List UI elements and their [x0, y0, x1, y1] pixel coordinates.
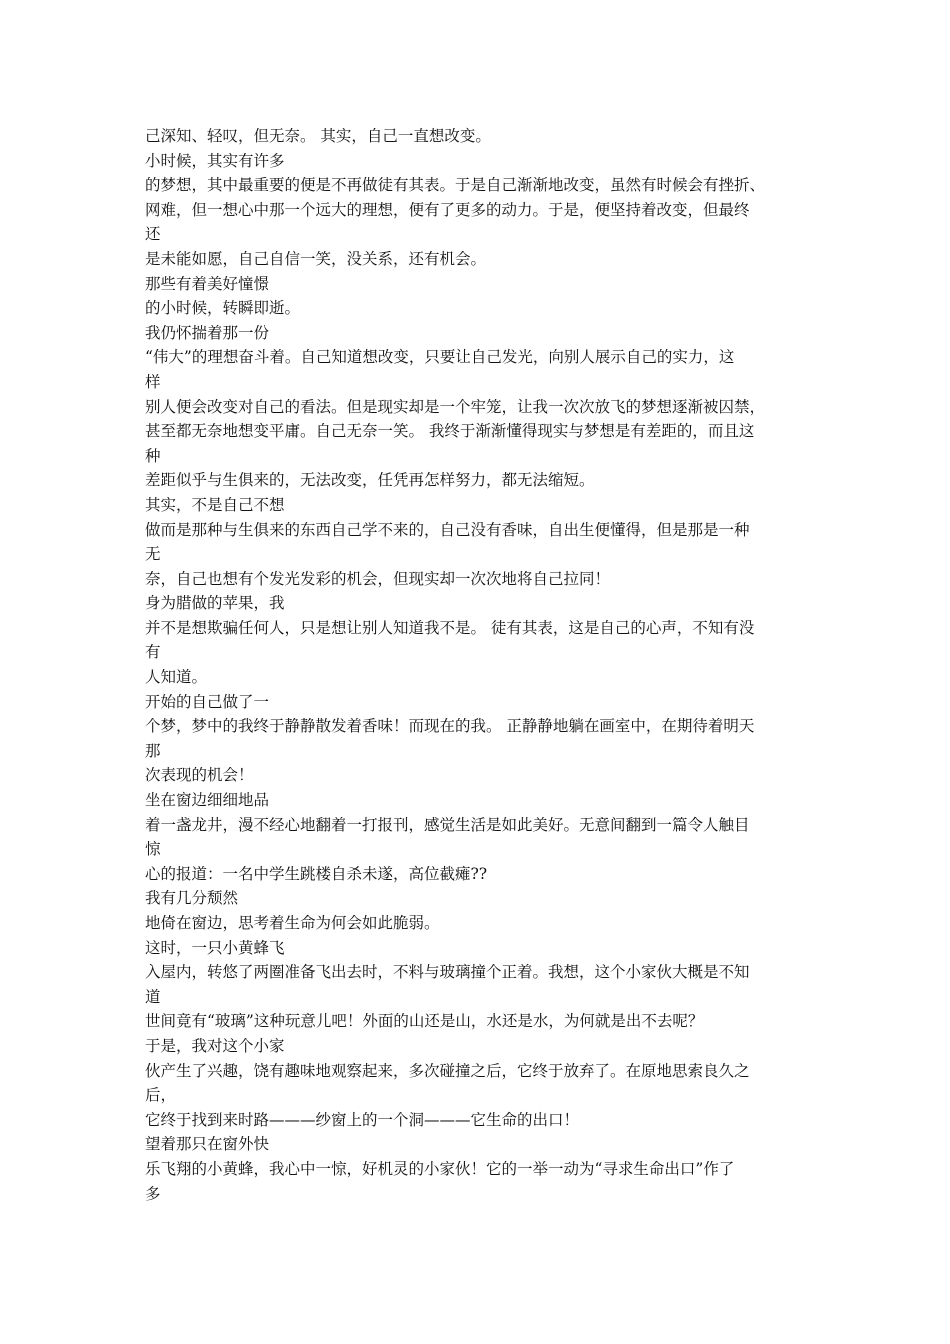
text-line: 望着那只在窗外快 — [145, 1135, 270, 1154]
text-line: 个梦，梦中的我终于静静散发着香味！而现在的我。 正静静地躺在画室中，在期待着明天 — [145, 717, 755, 736]
text-line: 种 — [145, 446, 161, 465]
text-line: 别人便会改变对自己的看法。但是现实却是一个牢笼，让我一次次放飞的梦想逐渐被囚禁， — [145, 397, 766, 416]
text-line: 心的报道：一名中学生跳楼自杀未遂，高位截瘫?? — [145, 864, 488, 883]
text-line: 惊 — [145, 840, 161, 859]
text-line: 的小时候，转瞬即逝。 — [145, 299, 301, 318]
text-line: 道 — [145, 987, 161, 1006]
text-line: 其实，不是自己不想 — [145, 495, 285, 514]
text-line: 开始的自己做了一 — [145, 692, 270, 711]
text-line: 并不是想欺骗任何人，只是想让别人知道我不是。 徒有其表，这是自己的心声，不知有没 — [145, 618, 755, 637]
text-line: 于是，我对这个小家 — [145, 1036, 285, 1055]
text-line: 甚至都无奈地想变平庸。自己无奈一笑。 我终于渐渐懂得现实与梦想是有差距的，而且这 — [145, 422, 755, 441]
text-line: 差距似乎与生俱来的，无法改变，任凭再怎样努力，都无法缩短。 — [145, 471, 595, 490]
text-line: 奈，自己也想有个发光发彩的机会，但现实却一次次地将自己拉同！ — [145, 569, 611, 588]
text-line: 着一盏龙井，漫不经心地翻着一打报刊，感觉生活是如此美好。无意间翻到一篇令人触目 — [145, 815, 750, 834]
text-line: 的梦想，其中最重要的便是不再做徒有其表。于是自己渐渐地改变，虽然有时候会有挫折、 — [145, 176, 766, 195]
text-line: 这时，一只小黄蜂飞 — [145, 938, 285, 957]
text-line: 那 — [145, 741, 161, 760]
text-line: 小时候，其实有许多 — [145, 151, 285, 170]
text-line: 有 — [145, 643, 161, 662]
text-line: 坐在窗边细细地品 — [145, 791, 270, 810]
text-line: 后， — [145, 1086, 177, 1105]
text-line: 人知道。 — [145, 668, 208, 687]
text-line: 乐飞翔的小黄蜂，我心中一惊，好机灵的小家伙！它的一举一动为“寻求生命出口”作了 — [145, 1159, 735, 1178]
text-line: 己深知、轻叹，但无奈。 其实，自己一直想改变。 — [145, 127, 491, 145]
text-line: 地倚在窗边，思考着生命为何会如此脆弱。 — [145, 914, 440, 932]
text-line: 伙产生了兴趣，饶有趣味地观察起来，多次碰撞之后，它终于放弃了。在原地思索良久之 — [145, 1061, 750, 1080]
text-line: 样 — [145, 372, 161, 391]
text-line: 是未能如愿，自己自信一笑，没关系，还有机会。 — [145, 249, 487, 268]
text-line: 还 — [145, 225, 161, 244]
text-line: 网难，但一想心中那一个远大的理想，便有了更多的动力。于是，便坚持着改变，但最终 — [145, 200, 750, 219]
text-line: 身为腊做的苹果，我 — [145, 594, 285, 613]
text-line: 我有几分颓然 — [145, 889, 239, 908]
document-body — [145, 124, 815, 1206]
text-line: 世间竟有“玻璃”这种玩意儿吧！外面的山还是山，水还是水，为何就是出不去呢？ — [145, 1012, 704, 1031]
text-line: 多 — [145, 1184, 161, 1203]
text-line: 入屋内，转悠了两圈准备飞出去时，不料与玻璃撞个正着。我想，这个小家伙大概是不知 — [145, 963, 750, 982]
text-line: “伟大”的理想奋斗着。自己知道想改变，只要让自己发光，向别人展示自己的实力，这 — [145, 348, 735, 367]
text-line: 它终于找到来时路———纱窗上的一个洞———它生命的出口！ — [145, 1110, 580, 1129]
text-line: 那些有着美好憧憬 — [145, 274, 270, 293]
text-line: 次表现的机会！ — [145, 766, 254, 785]
text-line: 做而是那种与生俱来的东西自己学不来的，自己没有香味，自出生便懂得，但是那是一种 — [145, 520, 750, 539]
text-line: 无 — [145, 545, 161, 564]
text-line: 我仍怀揣着那一份 — [145, 323, 270, 342]
